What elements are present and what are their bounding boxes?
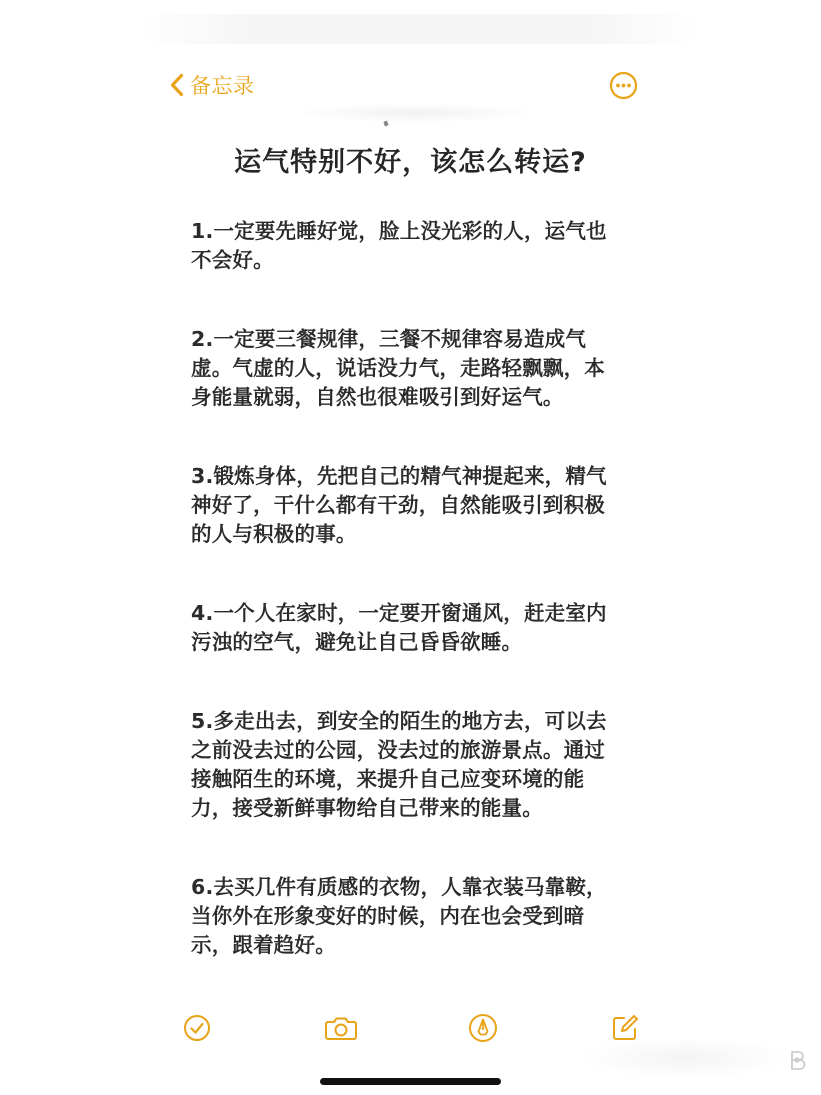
note-title[interactable]: 运气特别不好，该怎么转运? xyxy=(234,147,587,178)
note-paragraph-6[interactable]: 6.去买几件有质感的衣物，人靠衣装马靠鞍，当你外在形象变好的时候，内在也会受到暗示，跟着趋好。 xyxy=(191,875,607,957)
status-bar xyxy=(140,14,700,44)
back-button[interactable] xyxy=(170,70,255,100)
checklist-button[interactable] xyxy=(179,1010,215,1046)
back-button-label: 备忘录 xyxy=(190,74,255,98)
note-paragraph-5[interactable]: 5.多走出去，到安全的陌生的地方去，可以去之前没去过的公园，没去过的旅游景点。通过接触陌生的环境，来提升自己应变环境的能力，接受新鲜事物给自己带来的能量。 xyxy=(191,709,607,820)
note-paragraph-3[interactable]: 3.锻炼身体，先把自己的精气神提起来，精气神好了，干什么都有干劲，自然能吸引到积极的人与积极的事。 xyxy=(191,464,607,546)
note-body[interactable] xyxy=(191,217,621,1010)
ellipsis-circle-icon xyxy=(609,71,638,100)
note-paragraph-1[interactable]: 1.一定要先睡好觉，脸上没光彩的人，运气也不会好。 xyxy=(191,219,607,272)
camera-button[interactable] xyxy=(322,1010,360,1046)
blurred-corner xyxy=(585,1038,785,1078)
chevron-left-icon xyxy=(170,73,184,97)
camera-icon xyxy=(324,1014,358,1042)
home-indicator[interactable] xyxy=(320,1078,501,1085)
note-paragraph-4[interactable]: 4.一个人在家时，一定要开窗通风，赶走室内污浊的空气，避免让自己昏昏欲睡。 xyxy=(191,601,607,654)
note-paragraph-2[interactable]: 2.一定要三餐规律，三餐不规律容易造成气虚。气虚的人，说话没力气，走路轻飘飘，本身能量就弱，自然也很难吸引到好运气。 xyxy=(191,327,605,409)
markup-pen-icon xyxy=(468,1013,498,1043)
more-options-button[interactable] xyxy=(609,71,638,100)
blurred-date-strip xyxy=(300,104,530,122)
checklist-icon xyxy=(183,1014,211,1042)
markup-button[interactable] xyxy=(465,1010,501,1046)
watermark-logo-icon xyxy=(785,1048,809,1072)
